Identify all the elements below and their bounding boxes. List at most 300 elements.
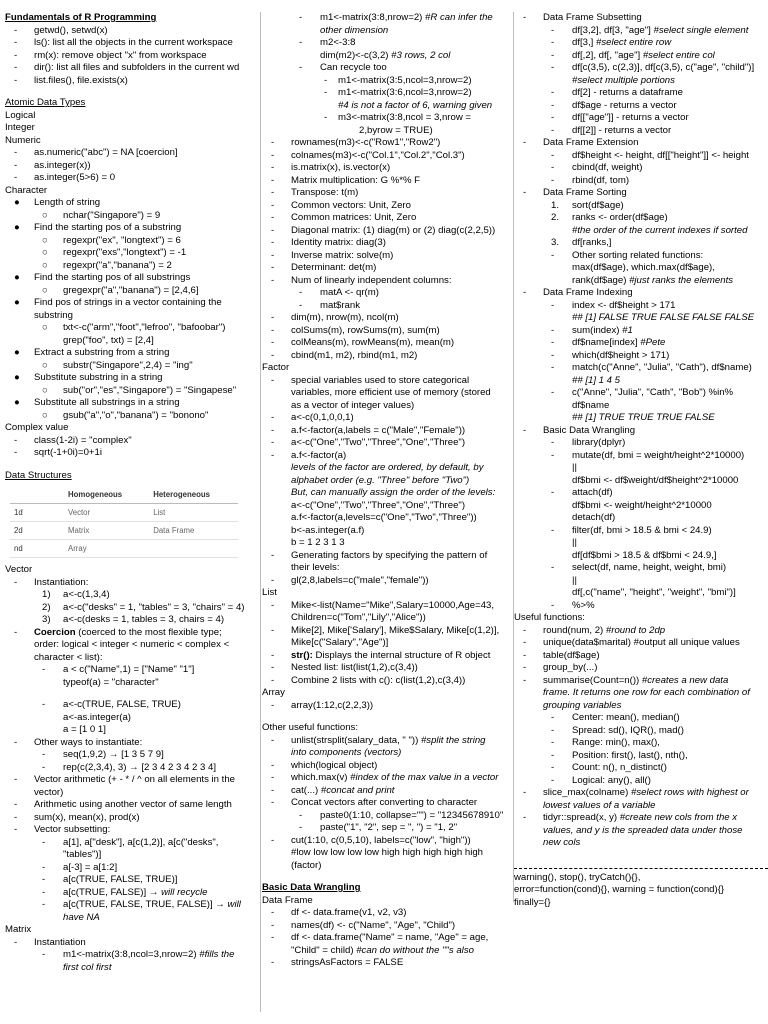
list-marker: - <box>551 449 555 461</box>
list-marker: 3. <box>551 237 560 248</box>
list-marker: - <box>271 137 275 148</box>
line-text: rm(x): remove object "x" from workspace <box>34 49 207 61</box>
line-text: List <box>262 587 277 598</box>
line-text: Generating factors by specifying the pattern of <box>291 549 488 561</box>
table-cell: 1d <box>10 504 64 522</box>
line-text: df[3,] #select entire row <box>572 37 672 48</box>
line-text: m1<-matrix(3:8,nrow=2) #R can infer the <box>320 12 493 23</box>
list-marker: - <box>42 664 46 675</box>
note-line <box>262 175 514 188</box>
line-text: Vector <box>5 564 33 575</box>
line-text: Inverse matrix: solve(m) <box>291 249 394 261</box>
circle-bullet-icon: ○ <box>42 259 48 271</box>
line-text: b = 1 2 3 1 3 <box>291 537 345 548</box>
line-text: Mike[2], Mike['Salary'], Mike$Salary, Mike[c(1,2)], <box>291 624 500 636</box>
note-line <box>262 687 514 700</box>
line-text: m3<-matrix(3:8,ncol = 3,nrow = <box>338 112 472 123</box>
line-text: character < list): <box>34 651 103 663</box>
line-text: df$height <- height, df[["height"]] <- height <box>572 149 749 161</box>
note-line <box>514 87 768 100</box>
line-text: as.integer(x)) <box>34 159 91 171</box>
line-text: substr("Singapore",2,4) = "ing" <box>63 359 193 371</box>
circle-bullet-icon: ○ <box>42 409 48 421</box>
line-text: Data Frame Extension <box>543 137 639 148</box>
line-text: rbind(df, tom) <box>572 174 630 186</box>
line-text: c("Anne", "Julia", "Cath", "Bob") %in% <box>572 387 734 398</box>
line-text: lowest values of a variable <box>543 799 656 811</box>
note-line <box>5 837 259 850</box>
note-line <box>262 957 514 970</box>
line-text: a<-as.integer(a) <box>63 711 131 723</box>
line-text: #4 is not a factor of 6, warning given <box>338 99 493 111</box>
note-line <box>514 187 768 200</box>
line-text: paste("1", "2", sep = ", ") = "1, 2" <box>320 822 458 833</box>
note-line <box>262 25 514 38</box>
list-marker: - <box>271 274 275 286</box>
list-marker: - <box>271 337 275 348</box>
line-text: Identity matrix: diag(3) <box>291 237 386 248</box>
list-marker: - <box>271 149 275 161</box>
line-text: dir(): list all files and subfolders in the current wd <box>34 62 240 73</box>
line-text: a.f<-factor(a,levels=c("One","Two","Three")) <box>291 512 477 523</box>
bullet-icon: ● <box>14 397 20 408</box>
note-line <box>5 37 259 50</box>
note-line <box>262 662 514 675</box>
line-text: frame. It returns one row for each combination of <box>543 687 750 698</box>
line-text: df[["age"]] - returns a vector <box>572 112 689 123</box>
note-line <box>262 450 514 463</box>
line-text: index <- df$height > 171 <box>572 299 676 311</box>
column-2 <box>262 12 514 970</box>
note-line <box>262 785 514 798</box>
list-marker: - <box>14 811 18 823</box>
list-marker: - <box>551 99 555 111</box>
data-structures-table <box>10 486 238 558</box>
line-text: dim(m), nrow(m), ncol(m) <box>291 312 399 323</box>
line-text: || <box>572 462 577 473</box>
list-marker: - <box>324 74 328 86</box>
bullet-icon: ● <box>14 372 20 383</box>
list-marker: - <box>523 637 527 648</box>
note-line <box>262 810 514 823</box>
list-marker: - <box>551 49 555 61</box>
note-line <box>262 300 514 313</box>
note-line <box>5 75 259 88</box>
list-marker: - <box>271 374 275 386</box>
note-line <box>514 487 768 500</box>
note-line <box>262 945 514 958</box>
circle-bullet-icon: ○ <box>42 234 48 246</box>
note-line <box>514 350 768 363</box>
list-marker: - <box>271 174 275 186</box>
note-line <box>262 437 514 450</box>
line-text: df[,c("name", "height", "weight", "bmi")] <box>572 587 736 598</box>
note-line <box>262 772 514 785</box>
line-text: Num of linearly independent columns: <box>291 274 452 286</box>
note-line <box>514 462 768 475</box>
list-marker: - <box>42 749 46 760</box>
note-line <box>262 325 514 338</box>
note-line <box>514 412 768 425</box>
spacer <box>514 850 768 860</box>
line-text: m1<-matrix(3:8,ncol=3,nrow=2) #fills the <box>63 949 235 960</box>
note-line <box>5 677 259 690</box>
note-line <box>5 577 259 590</box>
note-line <box>514 312 768 325</box>
line-text: which(df$height > 171) <box>572 349 670 361</box>
list-marker: - <box>42 836 46 848</box>
list-marker: - <box>271 187 275 198</box>
list-marker: - <box>551 524 555 536</box>
note-line <box>262 475 514 488</box>
line-text: Logical <box>5 109 36 121</box>
note-line <box>5 435 259 448</box>
note-line <box>514 512 768 525</box>
line-text: error=function(cond){}, warning = function(cond){} <box>514 884 725 895</box>
list-marker: - <box>271 312 275 323</box>
line-text: #low low low low low high high high high high <box>291 847 483 858</box>
note-line <box>5 135 259 148</box>
line-text: regexpr("a","banana") = 2 <box>63 259 172 271</box>
note-line <box>514 837 768 850</box>
line-text: array(1:12,c(2,2,3)) <box>291 699 374 711</box>
list-marker: - <box>551 712 555 723</box>
note-line <box>514 750 768 763</box>
list-marker: - <box>551 112 555 123</box>
line-text: Find the starting pos of a substring <box>34 222 182 233</box>
note-line <box>262 860 514 873</box>
note-line <box>262 575 514 588</box>
line-text: sqrt(-1+0i)=0+1i <box>34 447 102 458</box>
line-text: Integer <box>5 122 35 133</box>
note-line <box>262 612 514 625</box>
table-header-row <box>10 486 238 504</box>
list-marker: - <box>14 824 18 835</box>
note-line <box>262 550 514 563</box>
note-line <box>262 512 514 525</box>
list-marker: - <box>523 649 527 661</box>
line-text: df$name <box>572 399 610 411</box>
line-text: a[c(TRUE, FALSE)] → will recycle <box>63 886 208 898</box>
list-marker: - <box>271 249 275 261</box>
line-text: df[3,2], df[3, "age"] #select single element <box>572 24 749 36</box>
note-line <box>262 162 514 175</box>
note-line <box>514 12 768 25</box>
note-line <box>514 537 768 550</box>
note-line <box>5 912 259 925</box>
line-text: Data Frame Sorting <box>543 187 627 198</box>
list-marker: - <box>271 599 275 611</box>
list-marker: - <box>42 699 46 710</box>
line-text: || <box>572 574 577 586</box>
line-text: special variables used to store categorical <box>291 374 470 386</box>
list-marker: - <box>551 599 555 611</box>
list-marker: - <box>14 24 18 36</box>
note-line <box>262 75 514 88</box>
note-line <box>262 287 514 300</box>
note-line <box>514 200 768 213</box>
note-line <box>262 462 514 475</box>
note-line <box>5 410 259 423</box>
table-cell: Data Frame <box>149 522 238 540</box>
list-marker: - <box>42 899 46 910</box>
list-marker: - <box>14 576 18 588</box>
note-line <box>5 799 259 812</box>
line-text: Range: min(), max(), <box>572 737 660 748</box>
note-line <box>514 25 768 38</box>
list-marker: - <box>42 874 46 885</box>
line-text: sum(x), mean(x), prod(x) <box>34 811 140 823</box>
note-line <box>5 62 259 75</box>
note-line <box>262 200 514 213</box>
list-marker: - <box>523 812 527 823</box>
note-line <box>262 150 514 163</box>
line-text: colnames(m3)<-c("Col.1","Col.2","Col.3") <box>291 149 465 161</box>
line-text: But, can manually assign the order of the levels: <box>291 487 496 498</box>
spacer <box>262 872 514 882</box>
list-marker: - <box>299 62 303 73</box>
note-line <box>514 550 768 563</box>
table-cell: nd <box>10 540 64 558</box>
list-marker: 2. <box>551 212 560 223</box>
bullet-icon: ● <box>14 197 20 208</box>
list-marker: - <box>14 49 18 61</box>
section-title <box>262 882 514 895</box>
note-line <box>262 375 514 388</box>
note-line <box>514 150 768 163</box>
bullet-icon: ● <box>14 297 20 308</box>
note-line <box>262 187 514 200</box>
line-text: their levels: <box>291 562 340 573</box>
line-text: Character <box>5 184 48 196</box>
note-line <box>262 362 514 375</box>
note-line <box>262 847 514 860</box>
note-line <box>262 400 514 413</box>
note-line <box>514 250 768 263</box>
note-line <box>262 932 514 945</box>
line-text: summarise(Count=n()) #creates a new data <box>543 674 729 686</box>
note-line <box>5 247 259 260</box>
line-text: unlist(strsplit(salary_data, " ")) #split the string <box>291 734 486 746</box>
note-line <box>262 700 514 713</box>
list-marker: - <box>551 437 555 448</box>
line-text: which.max(v) #index of the max value in a vector <box>291 772 499 783</box>
note-line <box>5 122 259 135</box>
section-heading <box>5 97 259 110</box>
line-text: table(df$age) <box>543 649 600 661</box>
note-line <box>5 749 259 762</box>
note-line <box>514 175 768 188</box>
line-text: gsub("a","o","banana") = "bonono" <box>63 409 209 421</box>
note-line <box>514 400 768 413</box>
note-line <box>262 212 514 225</box>
note-line <box>5 297 259 310</box>
list-marker: - <box>271 907 275 918</box>
list-marker: - <box>42 949 46 960</box>
line-text: cut(1:10, c(0,5,10), labels=c("low", "high")) <box>291 834 471 846</box>
note-line <box>514 612 768 625</box>
note-line <box>262 237 514 250</box>
line-text: m1<-matrix(3:6,ncol=3,nrow=2) <box>338 87 472 98</box>
list-marker: - <box>551 337 555 348</box>
line-text: df <- data.frame(v1, v2, v3) <box>291 907 407 918</box>
line-text: a<-c("One","Two","Three","One","Three") <box>291 437 466 448</box>
note-line <box>262 722 514 735</box>
note-line <box>262 650 514 663</box>
list-marker: - <box>523 787 527 798</box>
note-line <box>5 949 259 962</box>
note-line <box>5 664 259 677</box>
note-line <box>514 687 768 700</box>
line-text: colMeans(m), rowMeans(m), mean(m) <box>291 337 455 348</box>
line-text: ## [1] 1 4 5 <box>572 374 621 386</box>
list-marker: - <box>271 324 275 336</box>
line-text: nchar("Singapore") = 9 <box>63 209 161 221</box>
list-marker: - <box>14 74 18 86</box>
line-text: typeof(a) = "character" <box>63 676 159 688</box>
list-marker: - <box>14 434 18 446</box>
note-line <box>262 50 514 63</box>
list-marker: - <box>14 626 18 638</box>
list-marker: - <box>551 37 555 48</box>
note-line <box>5 260 259 273</box>
note-line <box>514 162 768 175</box>
line-text: df <- data.frame("Name" = name, "Age" = age, <box>291 932 489 943</box>
note-line <box>5 602 259 615</box>
note-line <box>5 849 259 862</box>
note-line <box>5 962 259 975</box>
line-text: a.f<-factor(a) <box>291 449 347 461</box>
line-text: have NA <box>63 911 100 923</box>
note-line <box>5 50 259 63</box>
line-text: Other useful functions: <box>262 722 358 733</box>
line-text: a<-c(0,1,0,0,1) <box>291 412 354 423</box>
column-1 <box>5 12 259 974</box>
note-line <box>514 75 768 88</box>
list-marker: - <box>271 412 275 423</box>
note-line <box>5 335 259 348</box>
line-text: Basic Data Wrangling <box>262 882 361 893</box>
note-line <box>5 812 259 825</box>
line-text: matA <- qr(m) <box>320 287 379 298</box>
line-text: df$bmi <- weight/height^2*10000 <box>572 499 712 511</box>
line-text: list.files(), file.exists(x) <box>34 74 128 86</box>
line-text: Diagonal matrix: (1) diag(m) or (2) diag(c(2,2,5)) <box>291 224 496 236</box>
table-cell: Homogeneous <box>64 486 149 504</box>
note-line <box>514 575 768 588</box>
list-marker: 2) <box>42 601 51 613</box>
line-text: Instantiation <box>34 936 86 948</box>
note-line <box>514 275 768 288</box>
bullet-icon: ● <box>14 347 20 358</box>
line-text: a<-c("desks" = 1, "tables" = 3, "chairs" = 4) <box>63 601 245 613</box>
list-marker: - <box>299 12 303 23</box>
line-text: round(num, 2) #round to 2dp <box>543 624 666 636</box>
circle-bullet-icon: ○ <box>42 359 48 371</box>
note-line <box>5 627 259 640</box>
list-marker: - <box>551 24 555 36</box>
note-line <box>262 735 514 748</box>
list-marker: - <box>271 424 275 436</box>
note-line <box>5 372 259 385</box>
line-text: Substitute substring in a string <box>34 372 163 383</box>
note-line <box>5 160 259 173</box>
note-line <box>262 62 514 75</box>
line-text: group_by(...) <box>543 662 598 673</box>
note-line <box>514 897 768 910</box>
table-cell: List <box>149 504 238 522</box>
note-line <box>514 137 768 150</box>
line-text: Spread: sd(), IQR(), mad() <box>572 724 684 736</box>
line-text: detach(df) <box>572 512 616 523</box>
spacer <box>262 712 514 722</box>
note-line <box>514 100 768 113</box>
line-text: names(df) <- c("Name", "Age", "Child") <box>291 919 456 931</box>
note-line <box>5 787 259 800</box>
note-line <box>262 587 514 600</box>
line-text: Factor <box>262 362 290 373</box>
note-line <box>5 172 259 185</box>
list-marker: - <box>271 199 275 211</box>
note-line <box>514 62 768 75</box>
note-line <box>262 137 514 150</box>
note-line <box>5 25 259 38</box>
note-line <box>514 37 768 50</box>
note-line <box>262 125 514 138</box>
list-marker: - <box>299 287 303 298</box>
line-text: sub("or","es","Singapore") = "Singapese" <box>63 384 237 396</box>
line-text: Vector subsetting: <box>34 824 111 835</box>
line-text: Data Frame <box>262 894 313 906</box>
list-marker: - <box>271 759 275 771</box>
line-text: Mike<-list(Name="Mike",Salary=10000,Age=43, <box>291 599 495 611</box>
note-line <box>5 564 259 577</box>
note-line <box>514 562 768 575</box>
section-heading <box>5 470 259 483</box>
spacer <box>5 460 259 470</box>
note-line <box>514 662 768 675</box>
line-text: Array <box>262 687 285 698</box>
list-marker: - <box>551 324 555 336</box>
list-marker: - <box>14 936 18 948</box>
line-text: Combine 2 lists with c(): c(list(1,2),c(3,4)) <box>291 674 466 686</box>
line-text: Matrix <box>5 924 32 935</box>
list-marker: - <box>271 212 275 223</box>
note-line <box>514 112 768 125</box>
line-text: df[df$bmi > 18.5 & df$bmi < 24.9,] <box>572 549 717 561</box>
line-text: Position: first(), last(), nth(), <box>572 749 688 761</box>
line-text: #the order of the current indexes if sorted <box>572 224 748 236</box>
table-cell <box>10 486 64 504</box>
line-text: m2<-3:8 <box>320 37 356 48</box>
column-divider <box>260 12 261 1012</box>
list-marker: - <box>271 224 275 236</box>
note-line <box>262 835 514 848</box>
line-text: substring <box>34 309 73 321</box>
line-text: gregexpr("a","banana") = [2,4,6] <box>63 284 199 296</box>
list-marker: - <box>42 886 46 898</box>
line-text: df[2] - returns a dataframe <box>572 87 683 98</box>
note-line <box>5 614 259 627</box>
line-text: ## [1] FALSE TRUE FALSE FALSE FALSE <box>572 312 755 323</box>
line-text: Arithmetic using another vector of same length <box>34 799 232 810</box>
line-text: Fundamentals of R Programming <box>5 12 157 23</box>
line-text: a<-c(desks = 1, tables = 3, chairs = 4) <box>63 614 225 625</box>
line-text: ## [1] TRUE TRUE TRUE FALSE <box>572 412 715 423</box>
note-line <box>262 412 514 425</box>
line-text: ranks <- order(df$age) <box>572 212 668 223</box>
note-line <box>5 235 259 248</box>
